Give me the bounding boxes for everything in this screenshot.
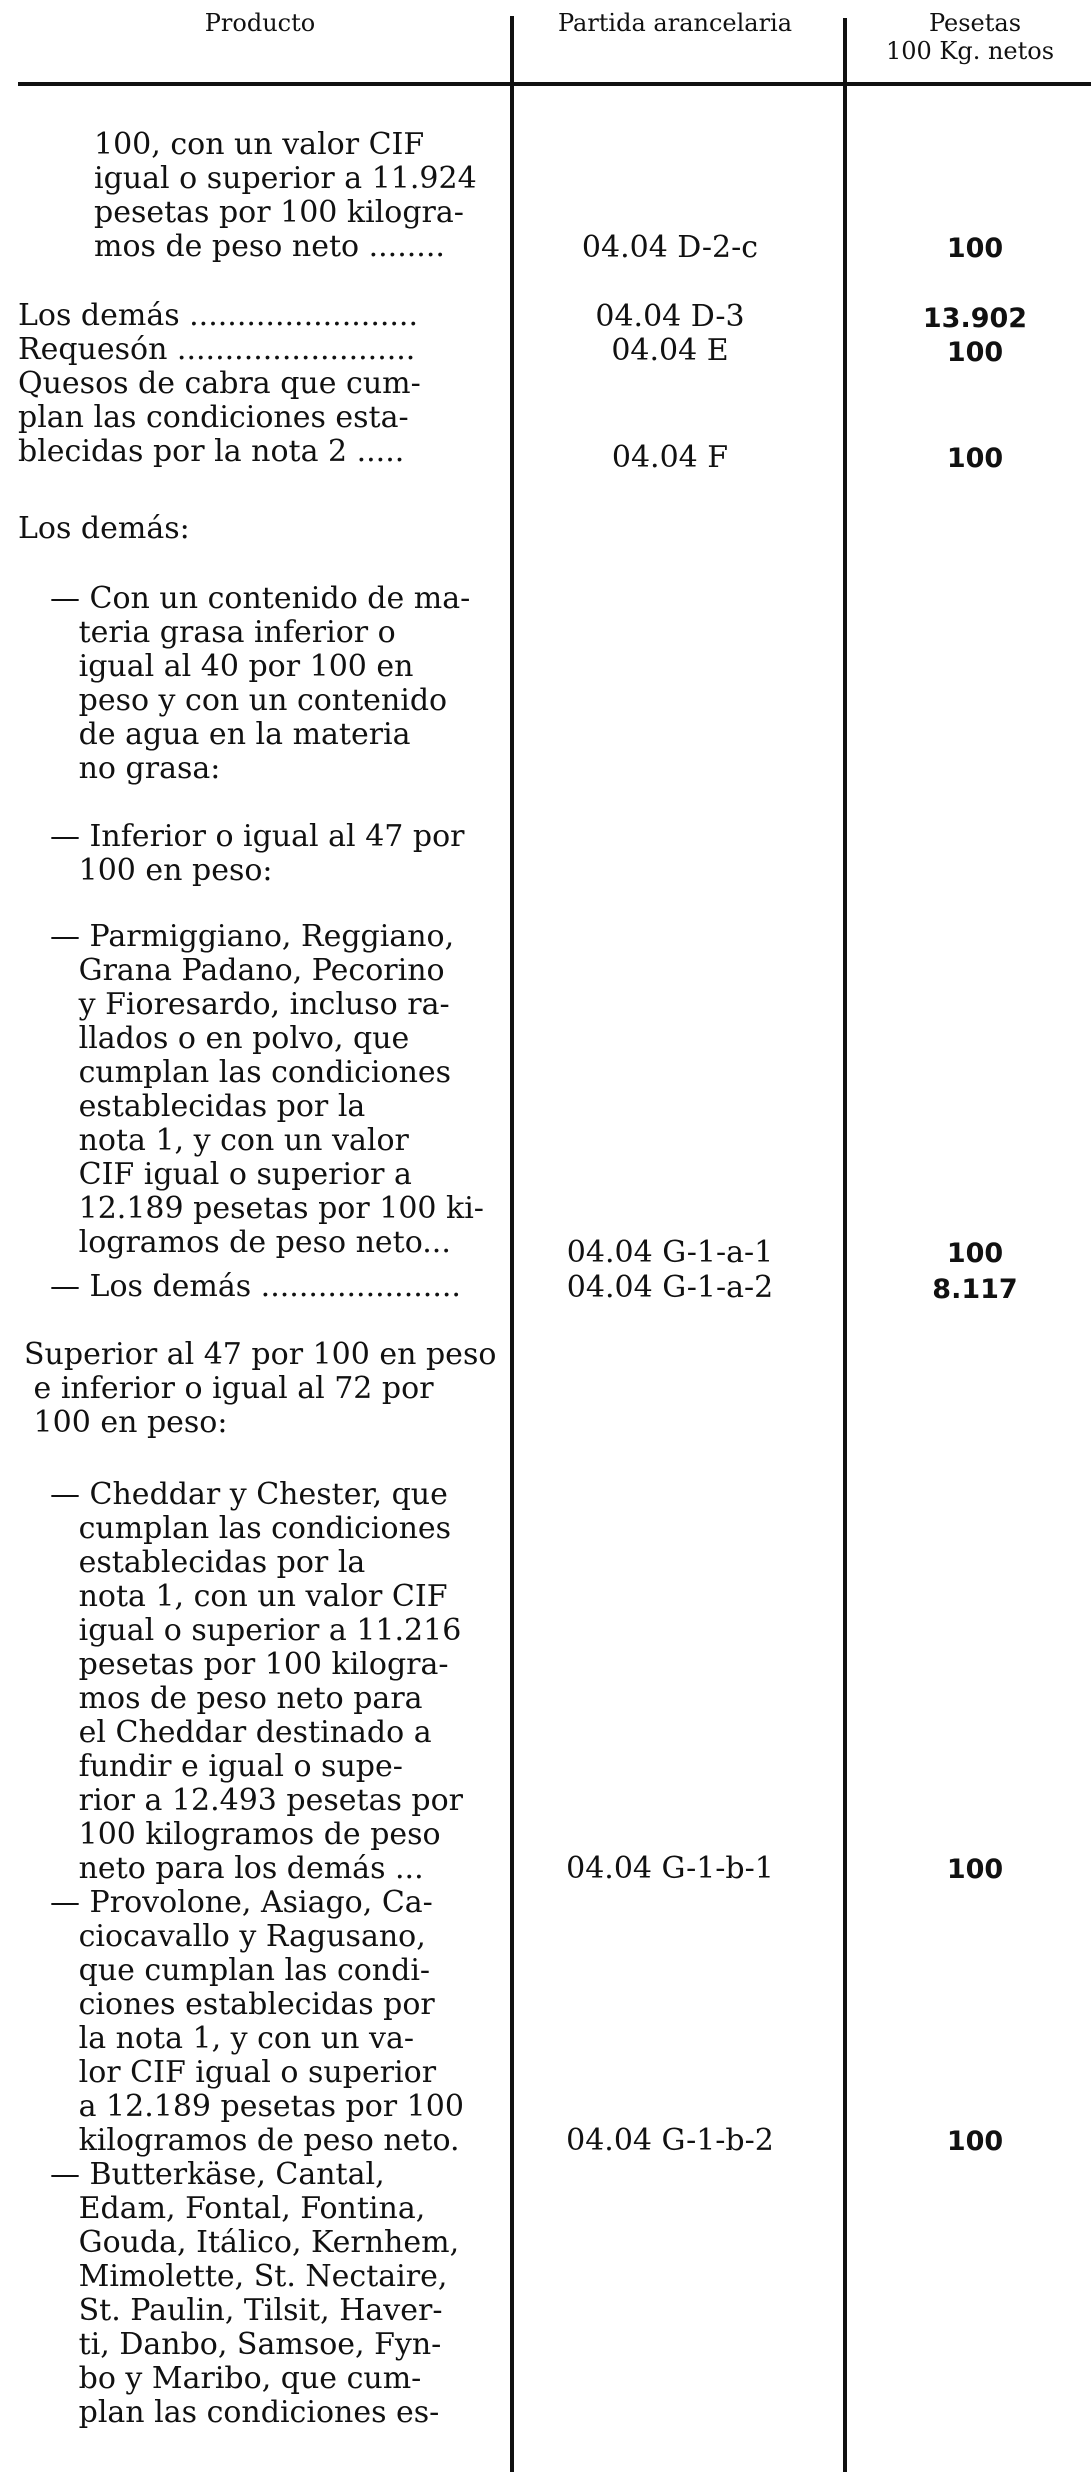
subsection-text: — Inferior o igual al 47 por 100 en peso: xyxy=(50,819,465,888)
product-text: — Butterkäse, Cantal, Edam, Fontal, Fontina, Gouda, Itálico, Kernhem, Mimolette, St. Nectaire, St. Paulin, Tilsit, Haver- ti, Danbo, Samsoe, Fyn- bo y Maribo, que cum- plan las condiciones es- xyxy=(50,2157,460,2430)
tariff-code: 04.04 D-3 xyxy=(595,299,745,334)
pesetas-value: 100 xyxy=(946,233,1004,264)
product-text: Quesos de cabra que cum- plan las condiciones esta- blecidas por la nota 2 ..... xyxy=(18,366,421,469)
header-rule xyxy=(18,82,1091,86)
tariff-code: 04.04 F xyxy=(611,440,729,475)
tariff-code: 04.04 G-1-b-2 xyxy=(566,2123,774,2158)
header-partida-arancelaria: Partida arancelaria xyxy=(557,9,793,37)
pesetas-value: 13.902 xyxy=(922,303,1028,334)
tariff-code: 04.04 G-1-a-1 xyxy=(566,1235,774,1270)
pesetas-value: 100 xyxy=(946,1854,1004,1885)
column-divider-2 xyxy=(843,18,847,2472)
column-divider-1 xyxy=(510,16,514,2472)
subsection-text: Superior al 47 por 100 en peso e inferior o igual al 72 por 100 en peso: xyxy=(24,1337,497,1440)
product-text: Los demás ........................ xyxy=(18,298,419,333)
tariff-code: 04.04 G-1-b-1 xyxy=(566,1851,774,1886)
pesetas-value: 100 xyxy=(946,337,1004,368)
pesetas-value: 100 xyxy=(946,1238,1004,1269)
product-text: 100, con un valor CIF igual o superior a 11.924 pesetas por 100 kilogra- mos de peso neto ........ xyxy=(94,127,477,264)
tariff-code: 04.04 D-2-c xyxy=(581,230,759,265)
product-text: Requesón ......................... xyxy=(18,332,416,367)
pesetas-value: 8.117 xyxy=(932,1274,1018,1305)
header-producto: Producto xyxy=(204,9,316,37)
product-text: — Cheddar y Chester, que cumplan las condiciones establecidas por la nota 1, con un valor CIF igual o superior a 11.216 pesetas por 100 kilogra- mos de peso neto para el Cheddar destinado a fundir e igual o supe- rior a 12.493 pesetas por 100 kilogramos de peso neto para los demás ... xyxy=(50,1477,463,1886)
product-text: — Parmiggiano, Reggiano, Grana Padano, Pecorino y Fioresardo, incluso ra- llados o en polvo, que cumplan las condiciones establecidas por la nota 1, y con un valor CIF igual o superior a 12.189 pesetas por 100 ki- logramos de peso neto... xyxy=(50,919,484,1260)
tariff-code: 04.04 E xyxy=(611,333,729,368)
pesetas-value: 100 xyxy=(946,443,1004,474)
subsection-text: — Con un contenido de ma- teria grasa inferior o igual al 40 por 100 en peso y con un contenido de agua en la materia no grasa: xyxy=(50,581,471,786)
header-pesetas-unit: 100 Kg. netos xyxy=(885,37,1055,65)
tariff-code: 04.04 G-1-a-2 xyxy=(566,1270,774,1305)
pesetas-value: 100 xyxy=(946,2126,1004,2157)
product-text: — Los demás ..................... xyxy=(50,1269,461,1304)
section-heading: Los demás: xyxy=(18,511,190,546)
header-pesetas: Pesetas xyxy=(928,9,1022,37)
product-text: — Provolone, Asiago, Ca- ciocavallo y Ragusano, que cumplan las condi- ciones establecidas por la nota 1, y con un va- lor CIF igual o superior a 12.189 pesetas por 100 kilogramos de peso neto. xyxy=(50,1885,464,2158)
